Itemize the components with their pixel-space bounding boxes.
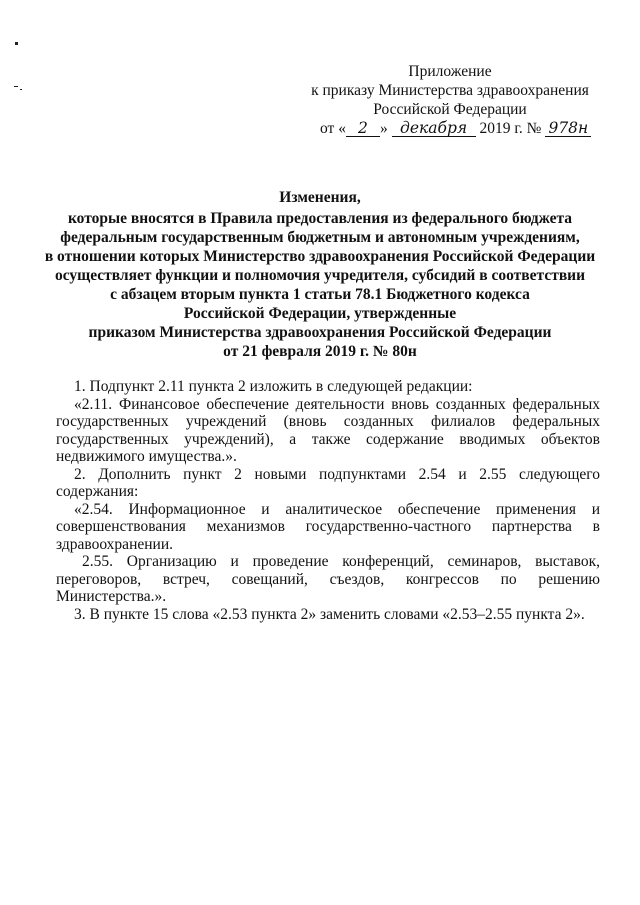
paragraph-3: 2. Дополнить пункт 2 новыми подпунктами 2.54 и 2.55 следующего содержания: (56, 465, 600, 500)
title-line: в отношении которых Министерство здравоохранения Российской Федерации (44, 248, 596, 265)
document-body (56, 378, 600, 623)
appendix-date-line (300, 119, 600, 138)
title-line: федеральным государственным бюджетным и автономным учреждениям, (60, 229, 580, 246)
title-line: которые вносятся в Правила предоставления из федерального бюджета (67, 210, 573, 227)
scan-speck (20, 89, 22, 90)
date-quote-close: » (379, 120, 388, 137)
order-number-handwritten: 978н (545, 120, 591, 137)
date-prefix: от « (320, 120, 346, 137)
date-year: 2019 г. № (479, 120, 542, 137)
appendix-label: Приложение (408, 63, 492, 80)
paragraph-1: 1. Подпункт 2.11 пункта 2 изложить в следующей редакции: (74, 378, 473, 395)
paragraph-2: «2.11. Финансовое обеспечение деятельности вновь созданных федеральных государственных учреждений (вновь созданных филиалов федеральных государственных учреждений), а также содержание вводимых объектов недвижимого имущества.». (56, 395, 600, 465)
scan-speck (15, 42, 18, 45)
document-title (40, 188, 600, 361)
scan-speck (14, 86, 18, 87)
date-month-handwritten: декабря (392, 120, 476, 137)
appendix-country: Российской Федерации (373, 101, 527, 118)
paragraph-6: 3. В пункте 15 слова «2.53 пункта 2» заменить словами «2.53–2.55 пункта 2». (74, 605, 585, 623)
date-day-handwritten: 2 (346, 120, 380, 137)
title-line: приказом Министерства здравоохранения Российской Федерации (88, 324, 552, 341)
appendix-order-ref: к приказу Министерства здравоохранения (311, 82, 589, 99)
title-heading: Изменения, (279, 189, 361, 206)
title-line: Российской Федерации, утвержденные (183, 305, 457, 322)
paragraph-4: «2.54. Информационное и аналитическое обеспечение применения и совершенствования механизмов государственно-частного партнерства в здравоохранении. (56, 500, 600, 553)
appendix-header (300, 62, 600, 138)
title-line: с абзацем вторым пункта 1 статьи 78.1 Бюджетного кодекса (110, 286, 530, 303)
title-line: осуществляет функции и полномочия учредителя, субсидий в соответствии (54, 267, 586, 284)
paragraph-5: 2.55. Организацию и проведение конференций, семинаров, выставок, переговоров, встреч, совещаний, съездов, конгрессов по решению Министерства.». (56, 553, 600, 605)
title-line: от 21 февраля 2019 г. № 80н (223, 343, 417, 360)
